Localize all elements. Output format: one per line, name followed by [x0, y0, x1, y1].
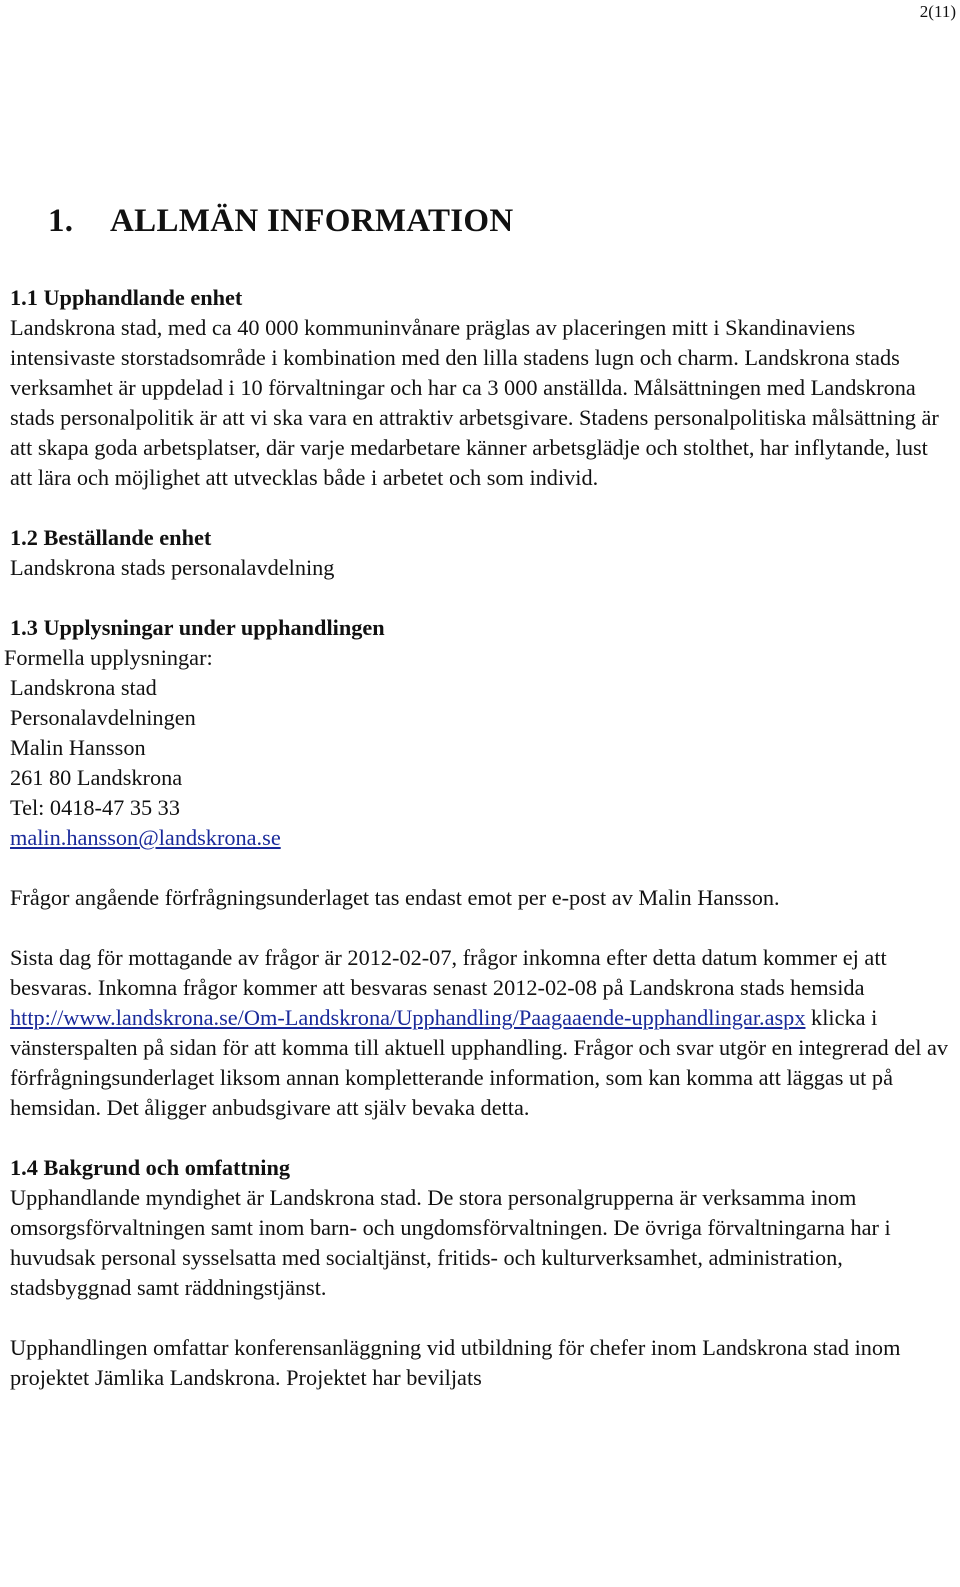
title-number: 1. — [48, 203, 74, 239]
section-1-4-body-continued: Upphandlingen omfattar konferensanläggning vid utbildning för chefer inom Landskrona stad inom projektet Jämlika Landskrona. Projektet har beviljats — [10, 1335, 901, 1390]
title-text: ALLMÄN INFORMATION — [110, 203, 514, 239]
contact-label: Formella upplysningar: — [4, 645, 213, 670]
contact-name: Malin Hansson — [10, 735, 146, 760]
document-body — [4, 283, 955, 1393]
deadline-text-before: Sista dag för mottagande av frågor är 2012-02-07, frågor inkomna efter detta datum kommer ej att besvaras. Inkomna frågor kommer att besvaras senast 2012-02-08 på Landskrona stads hemsida — [10, 945, 887, 1000]
questions-paragraph: Frågor angående förfrågningsunderlaget tas endast emot per e-post av Malin Hansson. — [10, 885, 780, 910]
document-title — [48, 199, 514, 243]
contact-address: 261 80 Landskrona — [10, 765, 183, 790]
page-number: 2(11) — [919, 2, 956, 21]
section-1-4-heading: 1.4 Bakgrund och omfattning — [10, 1155, 290, 1180]
section-1-1-heading: 1.1 Upphandlande enhet — [10, 285, 243, 310]
contact-org: Landskrona stad — [10, 675, 157, 700]
section-1-4-body: Upphandlande myndighet är Landskrona stad. De stora personalgrupperna är verksamma inom omsorgsförvaltningen samt inom barn- och ungdomsförvaltningen. De övriga förvaltningarna har i huvudsak personal sysselsatta med socialtjänst, fritids- och kulturverksamhet, administration, stadsbyggnad samt räddningstjänst. — [10, 1185, 891, 1300]
upphandling-website-link[interactable]: http://www.landskrona.se/Om-Landskrona/Upphandling/Paagaaende-upphandlingar.aspx — [10, 1005, 806, 1030]
contact-dept: Personalavdelningen — [10, 705, 196, 730]
section-1-1-body: Landskrona stad, med ca 40 000 kommuninvånare präglas av placeringen mitt i Skandinaviens intensivaste storstadsområde i kombination med den lilla stadens lugn och charm. Landskrona stads verksamhet är uppdelad i 10 förvaltningar och har ca 3 000 anställda. Målsättningen med Landskrona stads personalpolitik är att vi ska vara en attraktiv arbetsgivare. Stadens personalpolitiska målsättning är att skapa goda arbetsplatser, där varje medarbetare känner arbetsglädje och stolthet, har inflytande, lust att lära och möjlighet att utvecklas både i arbetet och som individ. — [10, 315, 939, 490]
section-1-3-heading: 1.3 Upplysningar under upphandlingen — [10, 615, 385, 640]
deadline-paragraph — [10, 943, 955, 1123]
deadline-text-after: klicka i vänsterspalten på sidan för att komma till aktuell upphandling. Frågor och svar utgör en integrerad del av förfrågningsunderlaget liksom annan kompletterande information, som kan komma att läggas ut på hemsidan. Det åligger anbudsgivare att själv bevaka detta. — [10, 1005, 949, 1120]
contact-email-link[interactable]: malin.hansson@landskrona.se — [10, 825, 281, 850]
contact-phone: Tel: 0418-47 35 33 — [10, 795, 180, 820]
section-1-2-body: Landskrona stads personalavdelning — [10, 555, 335, 580]
section-1-2-heading: 1.2 Beställande enhet — [10, 525, 212, 550]
